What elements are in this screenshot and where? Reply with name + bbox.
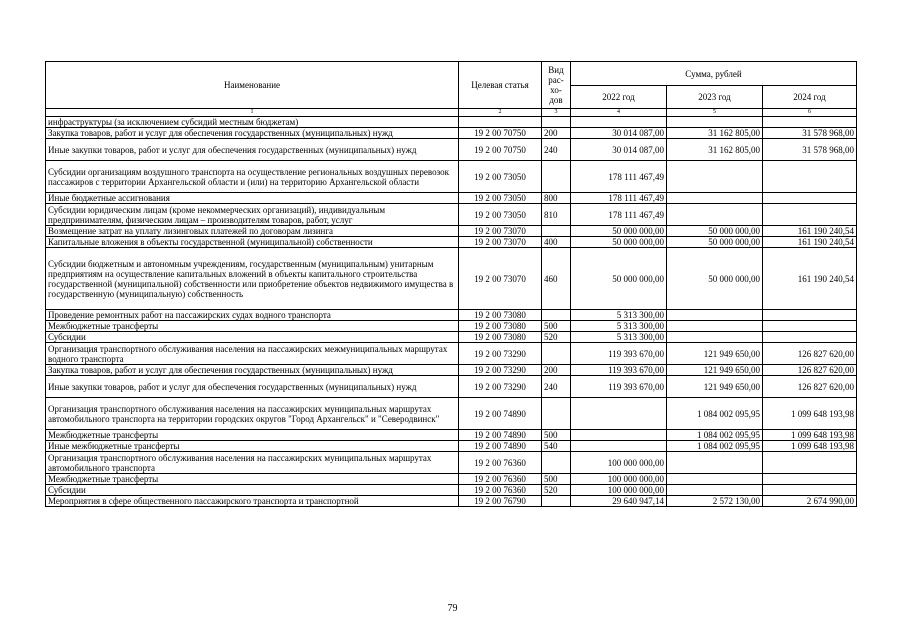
row-name: Субсидии <box>46 485 459 496</box>
row-name: Субсидии бюджетным и автономным учреждениям, государственным (муниципальным) унитарным предприятиям на осуществление капитальных вложений в объекты капитального строительства государственной (муниципальной) собственности или приобретение объектов недвижимого имущества в государственную (муниципальную) собственность <box>46 248 459 310</box>
row-sum-2024 <box>763 204 857 226</box>
row-name: Субсидии организациям воздушного транспорта на осуществление региональных воздушных перевозок пассажиров с территории Архангельской области и (или) на территорию Архангельской области <box>46 161 459 193</box>
table-row <box>46 237 857 248</box>
row-name: Организация транспортного обслуживания населения на пассажирских муниципальных маршрутах автомобильного транспорта на территории городских округов "Город Архангельск" и "Северодвинск" <box>46 398 459 430</box>
row-sum-2023: 31 162 805,00 <box>667 139 763 161</box>
row-name: Организация транспортного обслуживания населения на пассажирских муниципальных маршрутах автомобильного транспорта <box>46 452 459 474</box>
row-sum-2024: 161 190 240,54 <box>763 248 857 310</box>
row-name: Возмещение затрат на уплату лизинговых платежей по договорам лизинга <box>46 226 459 237</box>
row-sum-2023: 1 084 002 095,95 <box>667 441 763 452</box>
column-number-row <box>46 109 857 117</box>
row-expense-type <box>542 452 571 474</box>
row-sum-2022 <box>571 430 667 441</box>
row-target-article: 19 2 00 70750 <box>459 128 542 139</box>
row-sum-2023: 121 949 650,00 <box>667 376 763 398</box>
header-year-2022: 2022 год <box>571 86 667 109</box>
row-target-article: 19 2 00 73070 <box>459 248 542 310</box>
column-number: 3 <box>542 109 571 117</box>
row-sum-2024: 1 099 648 193,98 <box>763 430 857 441</box>
row-sum-2023 <box>667 193 763 204</box>
row-sum-2023: 50 000 000,00 <box>667 237 763 248</box>
row-target-article: 19 2 00 73290 <box>459 343 542 365</box>
row-sum-2024: 161 190 240,54 <box>763 237 857 248</box>
header-year-2023: 2023 год <box>667 86 763 109</box>
row-sum-2022: 5 313 300,00 <box>571 332 667 343</box>
row-sum-2024: 31 578 968,00 <box>763 139 857 161</box>
row-expense-type <box>542 310 571 321</box>
row-sum-2024 <box>763 161 857 193</box>
table-row <box>46 161 857 193</box>
row-sum-2024: 126 827 620,00 <box>763 365 857 376</box>
row-sum-2024 <box>763 310 857 321</box>
row-target-article: 19 2 00 74890 <box>459 441 542 452</box>
row-name: Субсидии юридическим лицам (кроме некоммерческих организаций), индивидуальным предпринимателям, физическим лицам – производителям товаров, работ, услуг <box>46 204 459 226</box>
row-name: Организация транспортного обслуживания населения на пассажирских межмуниципальных маршрутах водного транспорта <box>46 343 459 365</box>
row-expense-type <box>542 117 571 128</box>
table-row <box>46 496 857 507</box>
row-name: инфраструктуры (за исключением субсидий местным бюджетам) <box>46 117 459 128</box>
row-sum-2023: 1 084 002 095,95 <box>667 430 763 441</box>
row-sum-2023: 2 572 130,00 <box>667 496 763 507</box>
row-target-article: 19 2 00 73290 <box>459 365 542 376</box>
row-name: Капитальные вложения в объекты государственной (муниципальной) собственности <box>46 237 459 248</box>
row-sum-2024: 31 578 968,00 <box>763 128 857 139</box>
row-expense-type <box>542 398 571 430</box>
row-target-article: 19 2 00 73070 <box>459 226 542 237</box>
row-sum-2022: 29 640 947,14 <box>571 496 667 507</box>
row-sum-2024: 1 099 648 193,98 <box>763 398 857 430</box>
row-expense-type: 520 <box>542 332 571 343</box>
row-sum-2022 <box>571 398 667 430</box>
row-expense-type: 500 <box>542 430 571 441</box>
row-sum-2024 <box>763 452 857 474</box>
row-expense-type <box>542 226 571 237</box>
table-row <box>46 365 857 376</box>
table-row <box>46 441 857 452</box>
table-row <box>46 452 857 474</box>
table-row <box>46 128 857 139</box>
row-sum-2023 <box>667 117 763 128</box>
column-number: 6 <box>763 109 857 117</box>
row-expense-type: 500 <box>542 474 571 485</box>
row-sum-2023 <box>667 204 763 226</box>
row-expense-type: 240 <box>542 139 571 161</box>
row-sum-2023 <box>667 310 763 321</box>
row-sum-2022: 178 111 467,49 <box>571 161 667 193</box>
row-sum-2023 <box>667 332 763 343</box>
row-expense-type: 460 <box>542 248 571 310</box>
row-sum-2024: 126 827 620,00 <box>763 343 857 365</box>
row-sum-2023: 121 949 650,00 <box>667 343 763 365</box>
row-expense-type: 540 <box>542 441 571 452</box>
row-sum-2022 <box>571 117 667 128</box>
row-name: Межбюджетные трансферты <box>46 474 459 485</box>
row-sum-2024: 2 674 990,00 <box>763 496 857 507</box>
row-target-article: 19 2 00 73080 <box>459 332 542 343</box>
row-target-article: 19 2 00 70750 <box>459 139 542 161</box>
header-name: Наименование <box>46 62 459 109</box>
row-sum-2022: 119 393 670,00 <box>571 376 667 398</box>
table-row <box>46 204 857 226</box>
row-expense-type: 800 <box>542 193 571 204</box>
row-expense-type: 200 <box>542 365 571 376</box>
page-number: 79 <box>447 603 458 614</box>
row-sum-2023: 31 162 805,00 <box>667 128 763 139</box>
row-expense-type <box>542 161 571 193</box>
row-sum-2023: 121 949 650,00 <box>667 365 763 376</box>
row-sum-2024 <box>763 117 857 128</box>
table-row <box>46 226 857 237</box>
header-sum: Сумма, рублей <box>571 62 857 86</box>
row-sum-2022: 178 111 467,49 <box>571 204 667 226</box>
row-sum-2023 <box>667 474 763 485</box>
table-row <box>46 248 857 310</box>
row-sum-2023 <box>667 161 763 193</box>
row-sum-2023: 50 000 000,00 <box>667 226 763 237</box>
row-sum-2022: 50 000 000,00 <box>571 237 667 248</box>
row-target-article: 19 2 00 73080 <box>459 321 542 332</box>
row-sum-2024 <box>763 193 857 204</box>
row-target-article: 19 2 00 73050 <box>459 193 542 204</box>
table-row <box>46 398 857 430</box>
row-sum-2024 <box>763 485 857 496</box>
row-expense-type: 810 <box>542 204 571 226</box>
row-sum-2023 <box>667 321 763 332</box>
table-row <box>46 332 857 343</box>
column-number: 5 <box>667 109 763 117</box>
row-sum-2022: 178 111 467,49 <box>571 193 667 204</box>
row-sum-2024: 161 190 240,54 <box>763 226 857 237</box>
row-sum-2023: 50 000 000,00 <box>667 248 763 310</box>
row-name: Закупка товаров, работ и услуг для обеспечения государственных (муниципальных) нужд <box>46 365 459 376</box>
row-target-article: 19 2 00 73050 <box>459 161 542 193</box>
row-name: Межбюджетные трансферты <box>46 321 459 332</box>
column-number: 4 <box>571 109 667 117</box>
row-sum-2022: 5 313 300,00 <box>571 321 667 332</box>
row-sum-2022: 100 000 000,00 <box>571 474 667 485</box>
row-target-article: 19 2 00 73290 <box>459 376 542 398</box>
table-body <box>46 117 857 507</box>
row-target-article: 19 2 00 74890 <box>459 398 542 430</box>
table-row <box>46 310 857 321</box>
row-sum-2022: 5 313 300,00 <box>571 310 667 321</box>
row-sum-2024: 126 827 620,00 <box>763 376 857 398</box>
table-row <box>46 321 857 332</box>
row-target-article: 19 2 00 73050 <box>459 204 542 226</box>
row-target-article: 19 2 00 76360 <box>459 452 542 474</box>
row-sum-2022: 30 014 087,00 <box>571 139 667 161</box>
column-number: 2 <box>459 109 542 117</box>
row-target-article <box>459 117 542 128</box>
row-name: Иные закупки товаров, работ и услуг для обеспечения государственных (муниципальных) нужд <box>46 139 459 161</box>
row-name: Межбюджетные трансферты <box>46 430 459 441</box>
row-sum-2022 <box>571 441 667 452</box>
row-sum-2024 <box>763 474 857 485</box>
row-name: Иные межбюджетные трансферты <box>46 441 459 452</box>
row-sum-2022: 30 014 087,00 <box>571 128 667 139</box>
table-row <box>46 485 857 496</box>
column-number: 1 <box>46 109 459 117</box>
row-sum-2022: 119 393 670,00 <box>571 365 667 376</box>
row-target-article: 19 2 00 73070 <box>459 237 542 248</box>
row-expense-type: 240 <box>542 376 571 398</box>
table-row <box>46 430 857 441</box>
row-sum-2023 <box>667 485 763 496</box>
row-name: Иные бюджетные ассигнования <box>46 193 459 204</box>
row-name: Субсидии <box>46 332 459 343</box>
table-row <box>46 193 857 204</box>
row-sum-2024 <box>763 332 857 343</box>
row-target-article: 19 2 00 76790 <box>459 496 542 507</box>
row-name: Мероприятия в сфере общественного пассажирского транспорта и транспортной <box>46 496 459 507</box>
row-sum-2024: 1 099 648 193,98 <box>763 441 857 452</box>
row-sum-2022: 100 000 000,00 <box>571 485 667 496</box>
row-sum-2023: 1 084 002 095,95 <box>667 398 763 430</box>
row-expense-type: 500 <box>542 321 571 332</box>
row-expense-type <box>542 343 571 365</box>
row-sum-2022: 50 000 000,00 <box>571 248 667 310</box>
row-name: Иные закупки товаров, работ и услуг для обеспечения государственных (муниципальных) нужд <box>46 376 459 398</box>
row-target-article: 19 2 00 73080 <box>459 310 542 321</box>
row-expense-type: 520 <box>542 485 571 496</box>
table-row <box>46 376 857 398</box>
row-expense-type: 400 <box>542 237 571 248</box>
header-target-article: Целевая статья <box>459 62 542 109</box>
table-row <box>46 474 857 485</box>
row-target-article: 19 2 00 74890 <box>459 430 542 441</box>
budget-table <box>45 61 857 507</box>
row-sum-2022: 119 393 670,00 <box>571 343 667 365</box>
row-target-article: 19 2 00 76360 <box>459 485 542 496</box>
table-row <box>46 139 857 161</box>
row-target-article: 19 2 00 76360 <box>459 474 542 485</box>
row-name: Закупка товаров, работ и услуг для обеспечения государственных (муниципальных) нужд <box>46 128 459 139</box>
row-sum-2023 <box>667 452 763 474</box>
row-expense-type: 200 <box>542 128 571 139</box>
row-sum-2022: 50 000 000,00 <box>571 226 667 237</box>
row-sum-2024 <box>763 321 857 332</box>
table-row <box>46 343 857 365</box>
header-expense-type: Вид рас-хо-дов <box>542 62 571 109</box>
row-sum-2022: 100 000 000,00 <box>571 452 667 474</box>
row-name: Проведение ремонтных работ на пассажирских судах водного транспорта <box>46 310 459 321</box>
table-row <box>46 117 857 128</box>
row-expense-type <box>542 496 571 507</box>
header-year-2024: 2024 год <box>763 86 857 109</box>
